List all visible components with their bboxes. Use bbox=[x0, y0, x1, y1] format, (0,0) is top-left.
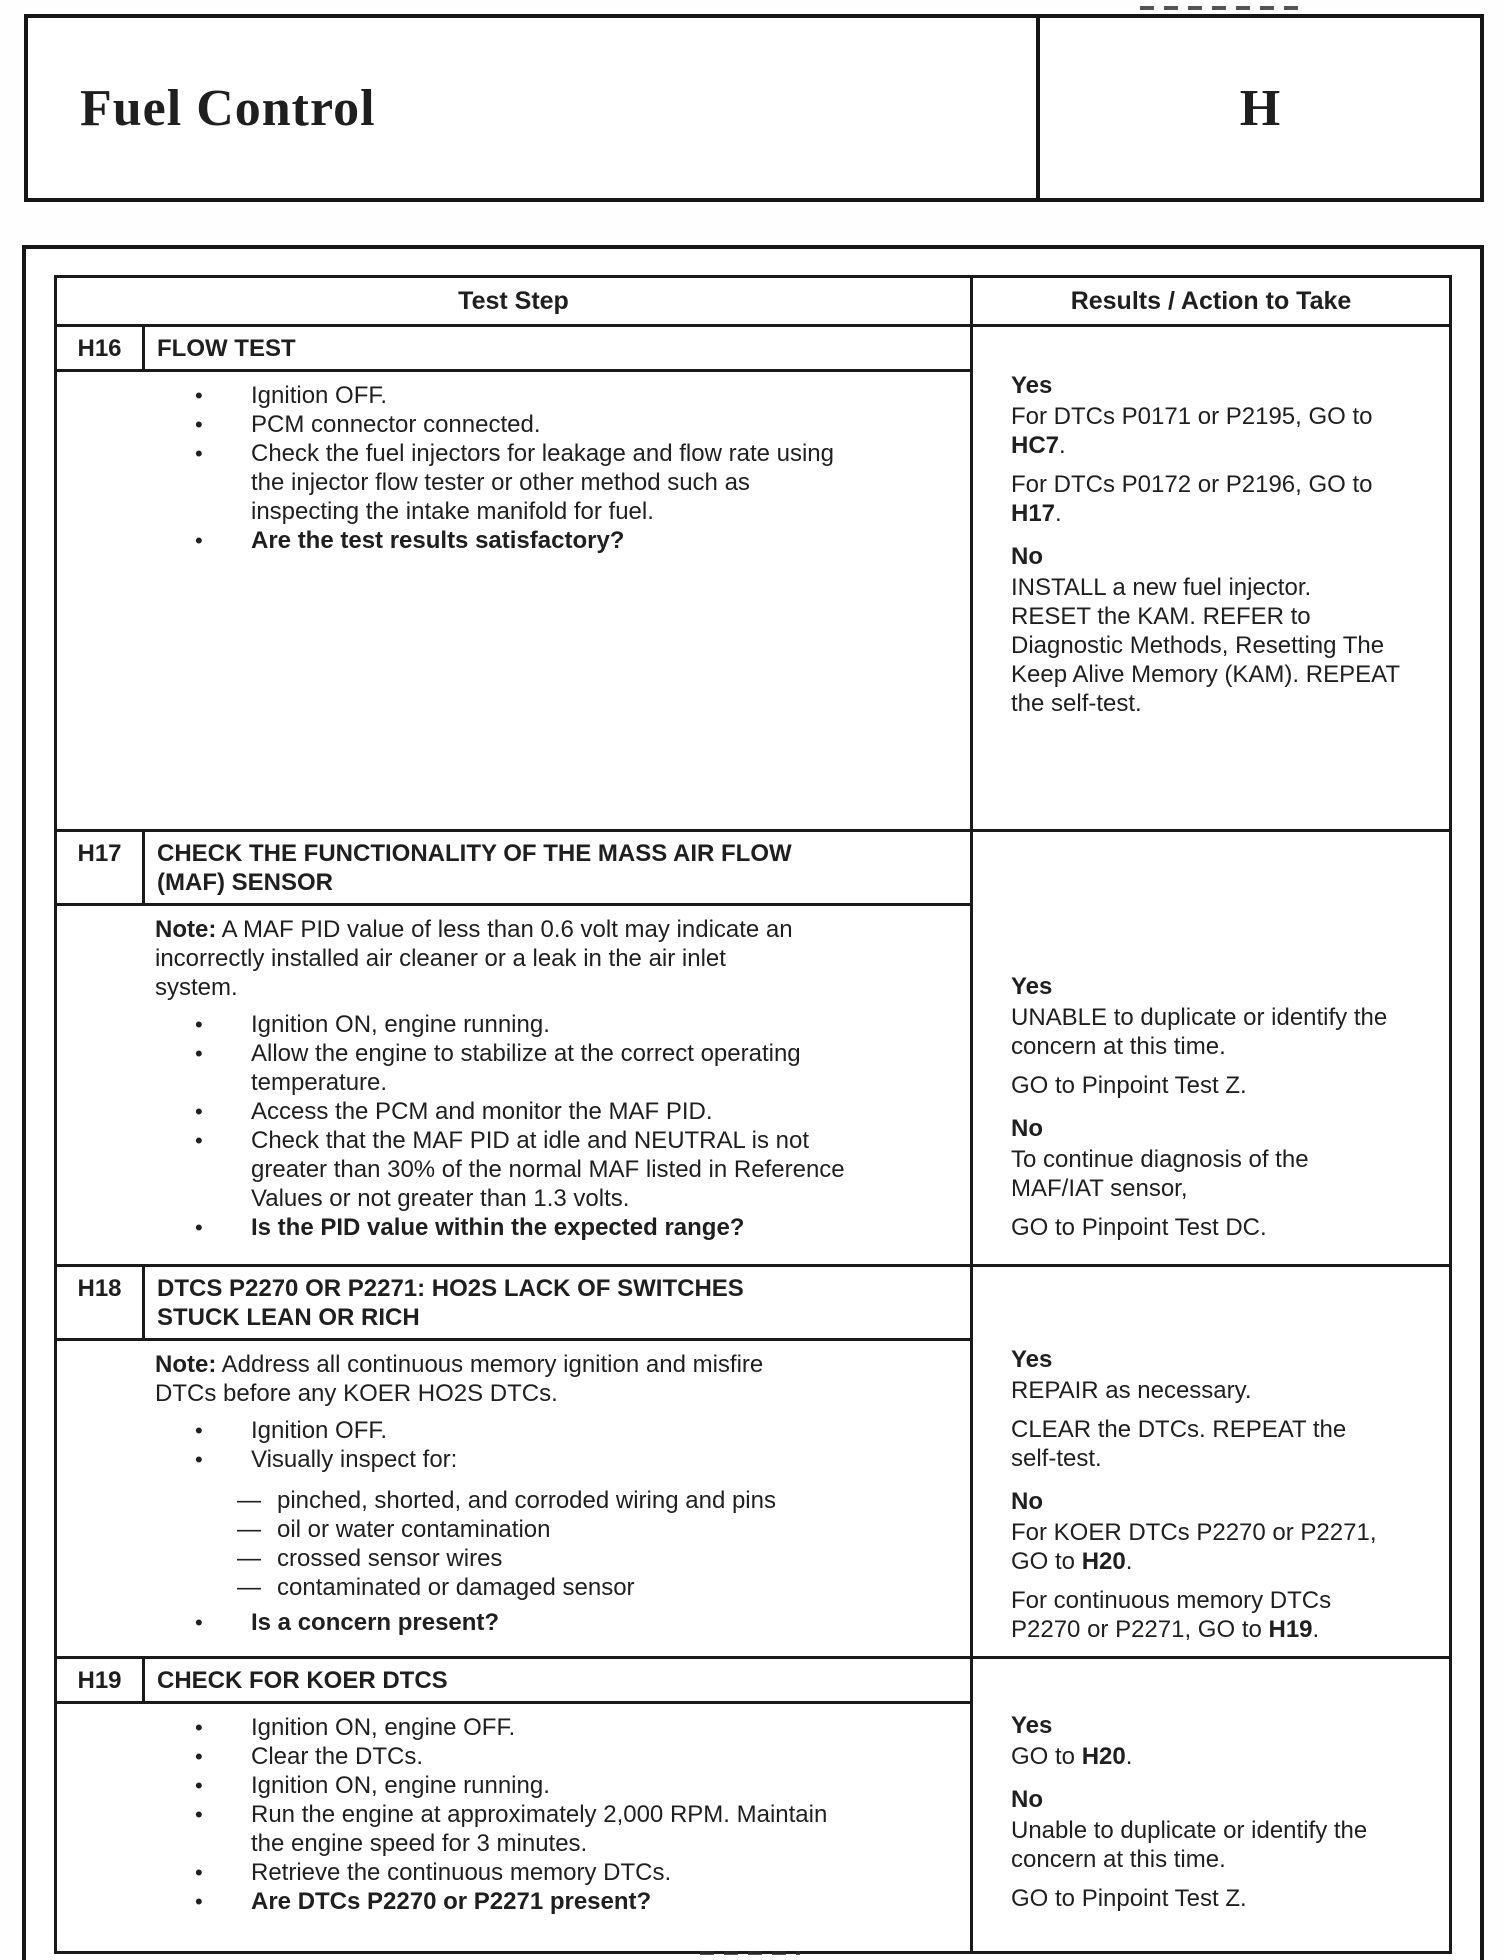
text: Unable to duplicate or identify the bbox=[1011, 1817, 1368, 1844]
text: GO to bbox=[1011, 1743, 1082, 1770]
bullet-text bbox=[251, 1126, 954, 1213]
result-paragraph bbox=[1011, 1742, 1433, 1771]
bold-text: Are DTCs P2270 or P2271 present? bbox=[251, 1888, 652, 1915]
column-header-test-step: Test Step bbox=[57, 278, 973, 324]
note-text bbox=[155, 915, 954, 1002]
text: Access the PCM and monitor the MAF PID. bbox=[251, 1098, 713, 1125]
text: CHECK FOR KOER DTCS bbox=[157, 1667, 448, 1694]
bold-text: No bbox=[1011, 1786, 1043, 1813]
test-step-cell bbox=[57, 832, 973, 1264]
bullet-text bbox=[251, 1010, 954, 1039]
text: . bbox=[1125, 1743, 1133, 1770]
text: Keep Alive Memory (KAM). REPEAT bbox=[1011, 661, 1400, 688]
bullet-icon: • bbox=[195, 1447, 203, 1472]
result-paragraph bbox=[1011, 1145, 1433, 1203]
text: For DTCs P0171 or P2195, GO to bbox=[1011, 403, 1373, 430]
text: Visually inspect for: bbox=[251, 1446, 458, 1473]
text: Run the engine at approximately 2,000 RPM. Maintain bbox=[251, 1801, 828, 1828]
text: temperature. bbox=[251, 1069, 388, 1096]
result-heading bbox=[1011, 1711, 1433, 1740]
bold-text: Is the PID value within the expected range? bbox=[251, 1214, 745, 1241]
text: self-test. bbox=[1011, 1445, 1102, 1472]
bold-text: Yes bbox=[1011, 1712, 1053, 1739]
test-table-frame bbox=[22, 245, 1484, 1960]
bullet-item bbox=[155, 1445, 954, 1474]
bullet-icon: • bbox=[195, 1215, 203, 1240]
result-paragraph bbox=[1011, 402, 1433, 460]
bullet-text bbox=[251, 1713, 954, 1742]
step-body bbox=[57, 906, 970, 1254]
dash-item bbox=[155, 1544, 954, 1573]
note-text bbox=[155, 1350, 954, 1408]
text: FLOW TEST bbox=[157, 335, 296, 362]
bullet-text bbox=[251, 1858, 954, 1887]
bullet-text bbox=[251, 439, 954, 526]
bullet-text bbox=[251, 1771, 954, 1800]
text: UNABLE to duplicate or identify the bbox=[1011, 1004, 1388, 1031]
pinpoint-test-table bbox=[54, 275, 1452, 1954]
text: . bbox=[1055, 500, 1062, 527]
result-paragraph bbox=[1011, 1518, 1433, 1576]
step-title-row bbox=[57, 327, 970, 372]
results-cell bbox=[973, 1267, 1449, 1656]
bold-text: Note: bbox=[155, 1351, 217, 1378]
bold-text: H19 bbox=[1268, 1616, 1313, 1643]
bullet-item bbox=[155, 1039, 954, 1097]
bold-text: Note: bbox=[155, 916, 217, 943]
bold-text: Is a concern present? bbox=[251, 1609, 500, 1636]
bullet-icon: • bbox=[195, 1418, 203, 1443]
result-paragraph bbox=[1011, 1816, 1433, 1874]
text: For KOER DTCs P2270 or P2271, bbox=[1011, 1519, 1377, 1546]
text: Allow the engine to stabilize at the correct operating bbox=[251, 1040, 801, 1067]
scan-artifact bbox=[700, 1951, 800, 1955]
test-step-cell bbox=[57, 1267, 973, 1656]
bold-text: H20 bbox=[1081, 1548, 1126, 1575]
bullet-text bbox=[251, 1742, 954, 1771]
step-title-row bbox=[57, 832, 970, 906]
result-heading bbox=[1011, 1487, 1433, 1516]
result-paragraph bbox=[1011, 1003, 1433, 1061]
result-paragraph bbox=[1011, 573, 1433, 718]
bullet-item bbox=[155, 1800, 954, 1858]
page-title: Fuel Control bbox=[80, 79, 376, 137]
results-cell bbox=[973, 327, 1449, 829]
bullet-text bbox=[251, 1097, 954, 1126]
bold-text: No bbox=[1011, 543, 1043, 570]
step-body bbox=[57, 1704, 970, 1928]
bullet-item bbox=[155, 526, 954, 555]
result-heading bbox=[1011, 1785, 1433, 1814]
bullet-text bbox=[251, 381, 954, 410]
result-heading bbox=[1011, 1114, 1433, 1143]
bullet-icon: • bbox=[195, 1099, 203, 1124]
bullet-item bbox=[155, 381, 954, 410]
text: . bbox=[1059, 432, 1066, 459]
result-paragraph bbox=[1011, 1586, 1433, 1644]
text: . bbox=[1125, 1548, 1133, 1575]
bullet-icon: • bbox=[195, 1012, 203, 1037]
step-title bbox=[145, 1267, 970, 1338]
result-paragraph bbox=[1011, 1884, 1433, 1913]
bold-text: HC7 bbox=[1011, 432, 1060, 459]
dash-text bbox=[277, 1544, 954, 1573]
text: Diagnostic Methods, Resetting The bbox=[1011, 632, 1385, 659]
step-number: H17 bbox=[57, 832, 145, 903]
bullet-text bbox=[251, 1039, 954, 1097]
text: P2270 or P2271, GO to bbox=[1011, 1616, 1269, 1643]
section-letter: H bbox=[1036, 18, 1480, 198]
step-number: H16 bbox=[57, 327, 145, 369]
bullet-icon: • bbox=[195, 1802, 203, 1827]
bullet-icon: • bbox=[195, 412, 203, 437]
dash-item bbox=[155, 1573, 954, 1602]
text: Ignition ON, engine OFF. bbox=[251, 1714, 516, 1741]
text: DTCS P2270 OR P2271: HO2S LACK OF SWITCHES bbox=[157, 1275, 744, 1302]
text: pinched, shorted, and corroded wiring and pins bbox=[277, 1487, 776, 1514]
bullet-text bbox=[251, 1800, 954, 1858]
step-body bbox=[57, 372, 970, 567]
bullet-item bbox=[155, 1126, 954, 1213]
scan-artifact bbox=[1140, 6, 1300, 10]
bullet-item bbox=[155, 1213, 954, 1242]
text: Clear the DTCs. bbox=[251, 1743, 424, 1770]
text: A MAF PID value of less than 0.6 volt may indicate an bbox=[216, 916, 793, 943]
text: concern at this time. bbox=[1011, 1033, 1226, 1060]
bullet-item bbox=[155, 410, 954, 439]
text: oil or water contamination bbox=[277, 1516, 551, 1543]
text: GO to Pinpoint Test DC. bbox=[1011, 1214, 1267, 1241]
bold-text: No bbox=[1011, 1115, 1043, 1142]
step-title-row bbox=[57, 1659, 970, 1704]
text: (MAF) SENSOR bbox=[157, 869, 333, 896]
text: CLEAR the DTCs. REPEAT the bbox=[1011, 1416, 1347, 1443]
bullet-item bbox=[155, 439, 954, 526]
result-heading bbox=[1011, 972, 1433, 1001]
result-heading bbox=[1011, 371, 1433, 400]
text: concern at this time. bbox=[1011, 1846, 1226, 1873]
dash-item bbox=[155, 1515, 954, 1544]
text: RESET the KAM. REFER to bbox=[1011, 603, 1311, 630]
text: To continue diagnosis of the bbox=[1011, 1146, 1309, 1173]
text: Retrieve the continuous memory DTCs. bbox=[251, 1859, 672, 1886]
text: Address all continuous memory ignition and misfire bbox=[216, 1351, 764, 1378]
text: the engine speed for 3 minutes. bbox=[251, 1830, 588, 1857]
table-body bbox=[57, 327, 1449, 1951]
bullet-text bbox=[251, 410, 954, 439]
text: GO to bbox=[1011, 1548, 1082, 1575]
text: the injector flow tester or other method such as bbox=[251, 469, 750, 496]
bullet-icon: • bbox=[195, 528, 203, 553]
bullet-item bbox=[155, 1416, 954, 1445]
bullet-text bbox=[251, 1416, 954, 1445]
text: inspecting the intake manifold for fuel. bbox=[251, 498, 654, 525]
text: Values or not greater than 1.3 volts. bbox=[251, 1185, 630, 1212]
text: MAF/IAT sensor, bbox=[1011, 1175, 1188, 1202]
bullet-item bbox=[155, 1771, 954, 1800]
bold-text: Are the test results satisfactory? bbox=[251, 527, 625, 554]
text: system. bbox=[155, 974, 238, 1001]
bullet-item bbox=[155, 1713, 954, 1742]
step-title bbox=[145, 1659, 970, 1701]
bullet-item bbox=[155, 1010, 954, 1039]
test-step-cell bbox=[57, 327, 973, 829]
result-heading bbox=[1011, 1345, 1433, 1374]
result-paragraph bbox=[1011, 1376, 1433, 1405]
result-paragraph bbox=[1011, 1213, 1433, 1242]
bullet-icon: • bbox=[195, 383, 203, 408]
bullet-icon: • bbox=[195, 1041, 203, 1066]
bullet-icon: • bbox=[195, 1715, 203, 1740]
bullet-item bbox=[155, 1858, 954, 1887]
result-paragraph bbox=[1011, 1071, 1433, 1100]
step-title bbox=[145, 832, 970, 903]
bullet-text bbox=[251, 1887, 954, 1916]
step-title-row bbox=[57, 1267, 970, 1341]
bold-text: Yes bbox=[1011, 1346, 1053, 1373]
text: Ignition OFF. bbox=[251, 1417, 388, 1444]
test-row-h19 bbox=[57, 1659, 1449, 1951]
text: GO to Pinpoint Test Z. bbox=[1011, 1885, 1247, 1912]
bullet-icon: • bbox=[195, 441, 203, 466]
step-title bbox=[145, 327, 970, 369]
bullet-item bbox=[155, 1887, 954, 1916]
bold-text: H17 bbox=[1011, 500, 1056, 527]
bullet-text bbox=[251, 1608, 954, 1637]
bullet-icon: • bbox=[195, 1773, 203, 1798]
text: the self-test. bbox=[1011, 690, 1142, 717]
text: STUCK LEAN OR RICH bbox=[157, 1304, 420, 1331]
bullet-text bbox=[251, 526, 954, 555]
bullet-item bbox=[155, 1097, 954, 1126]
bullet-text bbox=[251, 1213, 954, 1242]
text: GO to Pinpoint Test Z. bbox=[1011, 1072, 1247, 1099]
step-number: H18 bbox=[57, 1267, 145, 1338]
bold-text: Yes bbox=[1011, 372, 1053, 399]
bold-text: No bbox=[1011, 1488, 1043, 1515]
text: Check the fuel injectors for leakage and flow rate using bbox=[251, 440, 834, 467]
text: For continuous memory DTCs bbox=[1011, 1587, 1332, 1614]
page-header bbox=[24, 14, 1484, 202]
text: Ignition OFF. bbox=[251, 382, 388, 409]
test-row-h18 bbox=[57, 1267, 1449, 1659]
text: Ignition ON, engine running. bbox=[251, 1011, 550, 1038]
text: For DTCs P0172 or P2196, GO to bbox=[1011, 471, 1373, 498]
dash-text bbox=[277, 1515, 954, 1544]
test-row-h17 bbox=[57, 832, 1449, 1267]
bullet-item bbox=[155, 1608, 954, 1637]
results-cell bbox=[973, 832, 1449, 1264]
test-step-cell bbox=[57, 1659, 973, 1951]
dash-icon: — bbox=[237, 1516, 261, 1543]
dash-icon: — bbox=[237, 1574, 261, 1601]
bullet-item bbox=[155, 1742, 954, 1771]
text: greater than 30% of the normal MAF listed in Reference bbox=[251, 1156, 845, 1183]
result-paragraph bbox=[1011, 1415, 1433, 1473]
step-body bbox=[57, 1341, 970, 1649]
bullet-icon: • bbox=[195, 1744, 203, 1769]
dash-icon: — bbox=[237, 1545, 261, 1572]
text: contaminated or damaged sensor bbox=[277, 1574, 635, 1601]
dash-text bbox=[277, 1573, 954, 1602]
dash-item bbox=[155, 1486, 954, 1515]
step-number: H19 bbox=[57, 1659, 145, 1701]
text: Ignition ON, engine running. bbox=[251, 1772, 550, 1799]
text: . bbox=[1312, 1616, 1320, 1643]
text: incorrectly installed air cleaner or a leak in the air inlet bbox=[155, 945, 726, 972]
result-heading bbox=[1011, 542, 1433, 571]
bullet-icon: • bbox=[195, 1860, 203, 1885]
text: REPAIR as necessary. bbox=[1011, 1377, 1252, 1404]
column-header-results: Results / Action to Take bbox=[1070, 287, 1352, 315]
bullet-text bbox=[251, 1445, 954, 1474]
dash-text bbox=[277, 1486, 954, 1515]
text: Check that the MAF PID at idle and NEUTRAL is not bbox=[251, 1127, 810, 1154]
results-cell bbox=[973, 1659, 1449, 1951]
text: DTCs before any KOER HO2S DTCs. bbox=[155, 1380, 558, 1407]
text: crossed sensor wires bbox=[277, 1545, 503, 1572]
bullet-icon: • bbox=[195, 1889, 203, 1914]
bold-text: H20 bbox=[1081, 1743, 1126, 1770]
bullet-icon: • bbox=[195, 1128, 203, 1153]
text: INSTALL a new fuel injector. bbox=[1011, 574, 1312, 601]
text: PCM connector connected. bbox=[251, 411, 541, 438]
text: CHECK THE FUNCTIONALITY OF THE MASS AIR FLOW bbox=[157, 840, 792, 867]
test-row-h16 bbox=[57, 327, 1449, 832]
dash-icon: — bbox=[237, 1487, 261, 1514]
table-header-row bbox=[57, 278, 1449, 327]
bullet-icon: • bbox=[195, 1610, 203, 1635]
result-paragraph bbox=[1011, 470, 1433, 528]
bold-text: Yes bbox=[1011, 973, 1053, 1000]
